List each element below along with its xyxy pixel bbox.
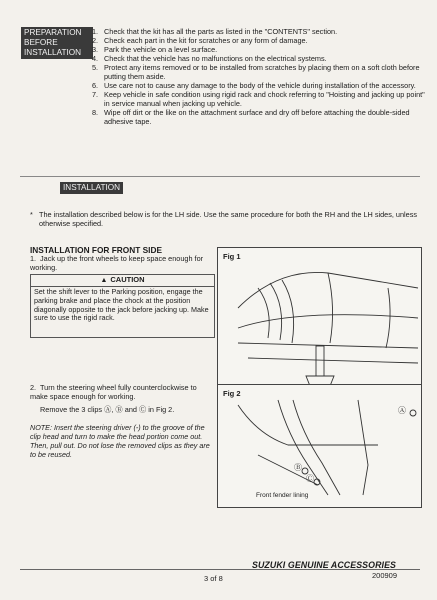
figure-2-caption: Front fender lining xyxy=(256,492,309,499)
step-1-text: Jack up the front wheels to keep space enough for working. xyxy=(30,254,204,272)
note xyxy=(30,423,210,459)
note-text: Insert the steering driver (-) to the groove of the clip head and turn to make the head portion come out. Then, pull out. Do not lose the removed clips as they are to be reused. xyxy=(30,423,210,459)
clip-a-label: Ⓐ xyxy=(398,406,406,415)
figure-2-label: Fig 2 xyxy=(223,389,241,398)
jack-illustration xyxy=(218,248,421,393)
footer-brand: SUZUKI GENUINE ACCESSORIES xyxy=(252,560,397,570)
fender-illustration xyxy=(218,385,421,507)
clip-b-label: Ⓑ xyxy=(294,463,302,472)
bullet-icon: * xyxy=(30,210,33,219)
page-number: 3 of 8 xyxy=(204,574,223,583)
preparation-label xyxy=(21,27,93,59)
caution-box xyxy=(30,274,215,338)
prep-item: 5. Protect any items removed or to be installed from scratches by placing them on a soft cloth before putting them aside. xyxy=(92,63,420,81)
clip-c-label: Ⓒ xyxy=(306,474,314,483)
step-2-text: Turn the steering wheel fully counterclockwise to make space enough for working. xyxy=(30,383,197,401)
footer-code: 200909 xyxy=(372,571,398,580)
section-heading: INSTALLATION FOR FRONT SIDE xyxy=(30,245,162,255)
installation-note-text: The installation described below is for the LH side. Use the same procedure for both the RH and the LH sides, unless otherwise specified. xyxy=(39,210,418,228)
step-2-sub: Remove the 3 clips Ⓐ, Ⓑ and Ⓒ in Fig 2. xyxy=(40,405,175,414)
figure-1 xyxy=(217,247,422,394)
preparation-label-line-3: INSTALLATION xyxy=(24,48,82,57)
step-2: 2. Turn the steering wheel fully counterclockwise to make space enough for working. xyxy=(30,383,197,401)
prep-item: 8. Wipe off dirt or the like on the attachment surface and dry off before attaching the double-sided adhesive tape. xyxy=(92,108,410,126)
warning-triangle-icon: ▲ xyxy=(100,277,108,284)
prep-item: 2. Check each part in the kit for scratches or any form of damage. xyxy=(92,36,308,45)
figure-1-label: Fig 1 xyxy=(223,252,241,261)
preparation-label-line-1: PREPARATION xyxy=(24,28,82,37)
caution-title: CAUTION xyxy=(110,275,145,284)
prep-item: 1. Check that the kit has all the parts as listed in the "CONTENTS" section. xyxy=(92,27,338,36)
prep-item: 4. Check that the vehicle has no malfunctions on the electrical systems. xyxy=(92,54,327,63)
preparation-list xyxy=(92,27,432,126)
note-label: NOTE: xyxy=(30,423,52,432)
prep-item: 3. Park the vehicle on a level surface. xyxy=(92,45,218,54)
prep-item: 7. Keep vehicle in safe condition using rigid rack and chock referring to "Hoisting and jacking up point" in service manual when jacking up vehicle. xyxy=(92,90,425,108)
prep-item: 6. Use care not to cause any damage to the body of the vehicle during installation of the accessory. xyxy=(92,81,416,90)
caution-body: Set the shift lever to the Parking position, engage the parking brake and place the chock at the position diagonally opposite to the jack before jacking up. Make sure to use the rigid rack. xyxy=(34,287,209,323)
installation-note xyxy=(30,210,425,228)
step-1: 1. Jack up the front wheels to keep space enough for working. xyxy=(30,254,204,272)
preparation-label-line-2: BEFORE xyxy=(24,38,58,47)
figure-2 xyxy=(217,384,422,508)
installation-label: INSTALLATION xyxy=(60,182,123,194)
divider xyxy=(20,176,420,177)
